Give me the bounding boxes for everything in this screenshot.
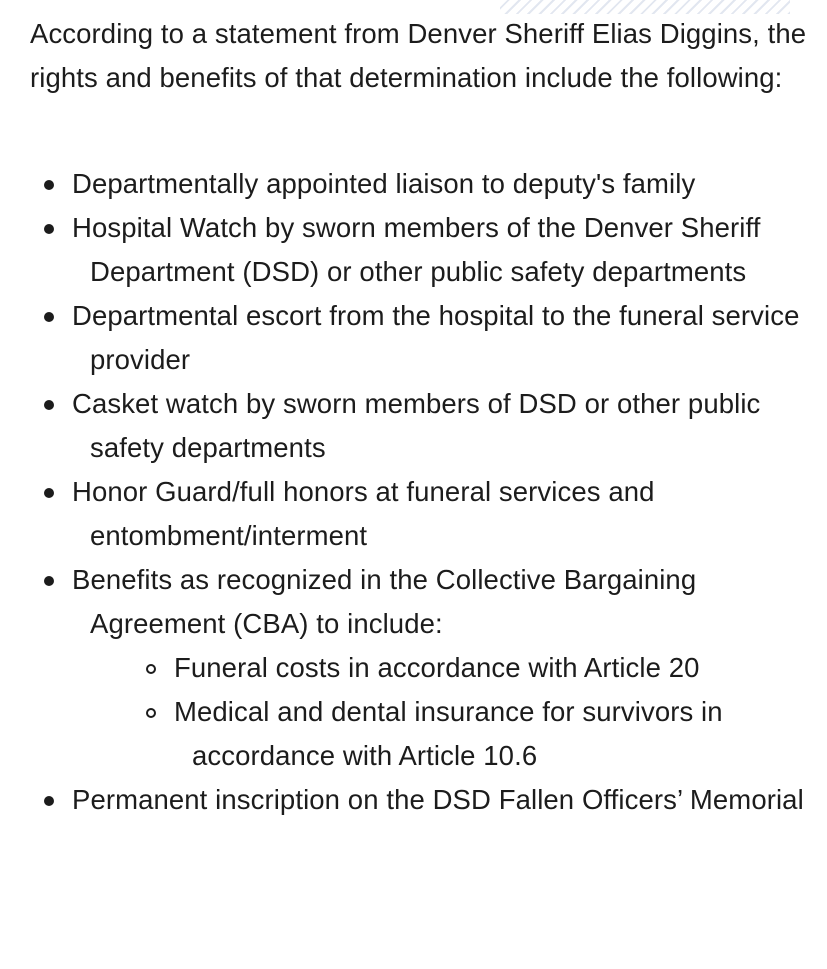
list-item-text: Benefits as recognized in the Collective Bargaining Agreement (CBA) to include: [72, 564, 697, 639]
intro-paragraph: According to a statement from Denver Sheriff Elias Diggins, the rights and benefits of that determination include the following: [30, 18, 807, 93]
article-body [30, 12, 820, 822]
list-item [30, 778, 820, 822]
list-item-text: Casket watch by sworn members of DSD or other public safety departments [72, 388, 761, 463]
sub-list-item-text: Funeral costs in accordance with Article 20 [174, 652, 700, 683]
list-item-text: Departmentally appointed liaison to deputy's family [72, 168, 696, 199]
sub-list-item [132, 690, 820, 778]
sub-list-item [132, 646, 820, 690]
list-item [30, 382, 820, 470]
list-item-text: Departmental escort from the hospital to the funeral service provider [72, 300, 800, 375]
cba-sublist [90, 646, 820, 778]
benefits-list [30, 162, 820, 822]
list-item [30, 558, 820, 778]
sub-list-item-text: Medical and dental insurance for survivors in accordance with Article 10.6 [174, 696, 723, 771]
list-item-text: Permanent inscription on the DSD Fallen Officers’ Memorial [72, 784, 804, 815]
list-item [30, 470, 820, 558]
list-item [30, 294, 820, 382]
list-item-text: Honor Guard/full honors at funeral services and entombment/interment [72, 476, 655, 551]
list-item [30, 206, 820, 294]
list-item [30, 162, 820, 206]
list-item-text: Hospital Watch by sworn members of the Denver Sheriff Department (DSD) or other public safety departments [72, 212, 761, 287]
